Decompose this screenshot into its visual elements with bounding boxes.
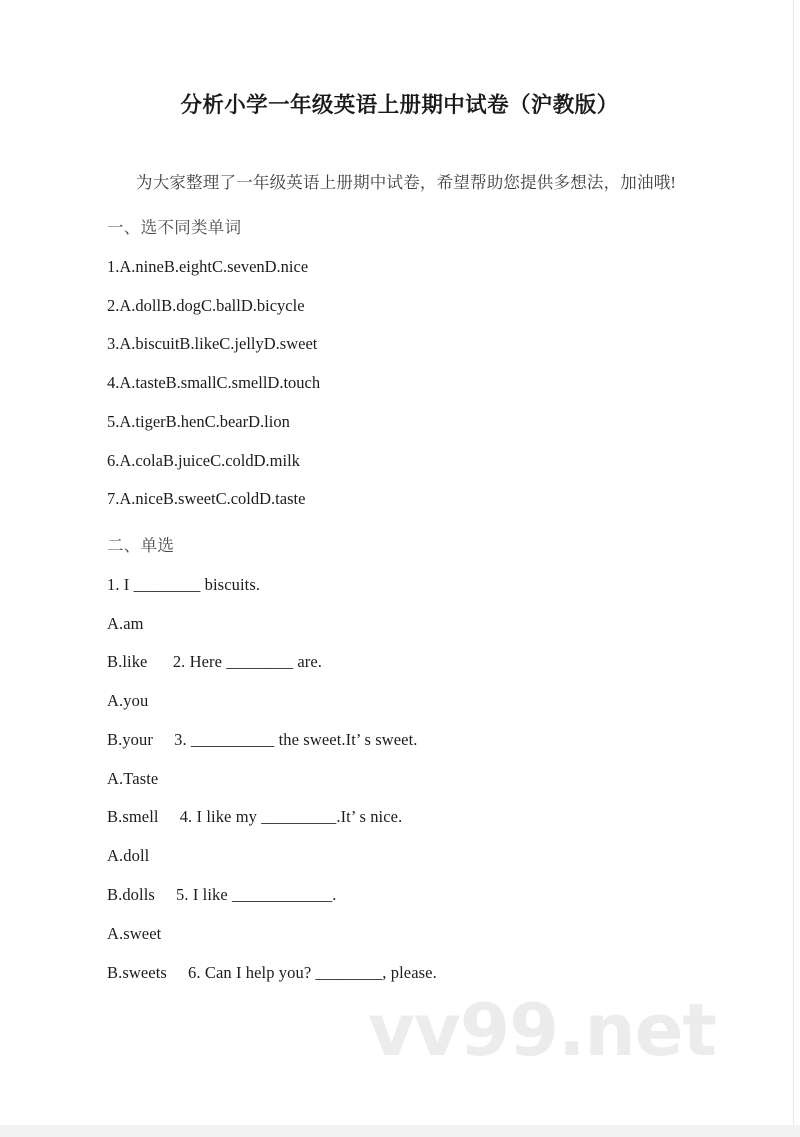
page-title: 分析小学一年级英语上册期中试卷（沪教版） [180, 93, 619, 118]
section-heading-two: 二、单选 [107, 536, 175, 556]
option-question-line: B.smell 4. I like my _________.It’ s nice. [107, 807, 403, 827]
question-item: 6.A.colaB.juiceC.coldD.milk [107, 450, 300, 470]
question-item: 7.A.niceB.sweetC.coldD.taste [107, 489, 306, 509]
site-watermark: vv99.net [368, 988, 716, 1072]
option-question-line: B.sweets 6. Can I help you? ________, please. [107, 962, 437, 982]
option-line: A.Taste [107, 768, 159, 788]
question-item: 1.A.nineB.eightC.sevenD.nice [107, 256, 309, 276]
option-question-line: B.your 3. __________ the sweet.It’ s sweet. [107, 729, 418, 749]
question-item: 3.A.biscuitB.likeC.jellyD.sweet [107, 334, 318, 354]
option-question-line: B.like 2. Here ________ are. [107, 652, 322, 672]
section-heading-one: 一、选不同类单词 [107, 218, 242, 237]
option-line: A.doll [107, 846, 150, 866]
option-line: A.you [107, 691, 149, 711]
intro-paragraph: 为大家整理了一年级英语上册期中试卷，希望帮助您提供多想法，加油哦! [136, 172, 677, 192]
question-item: 2.A.dollB.dogC.ballD.bicycle [107, 295, 305, 315]
page-edge-bottom [0, 1125, 800, 1137]
option-line: A.am [107, 613, 144, 633]
option-question-line: B.dolls 5. I like ____________. [107, 885, 337, 905]
question-item: 4.A.tasteB.smallC.smellD.touch [107, 373, 321, 393]
question-item: 5.A.tigerB.henC.bearD.lion [107, 411, 290, 431]
option-line: A.sweet [107, 923, 162, 943]
question-line: 1. I ________ biscuits. [107, 574, 261, 594]
